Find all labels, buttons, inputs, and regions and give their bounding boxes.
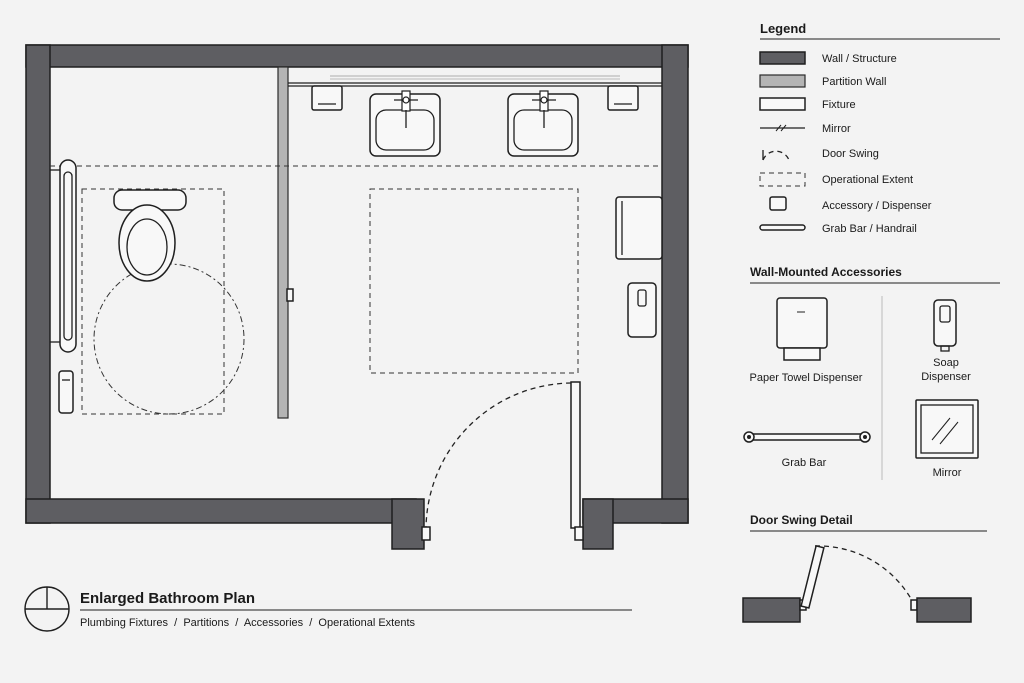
accessories-panel [744,265,1000,480]
grab-bar-side [50,160,76,352]
partition-latch [287,289,293,301]
mirror-label: Mirror [932,467,962,479]
detail-wall-left [743,598,800,622]
detail-stop [911,600,917,610]
door-swing-detail [743,513,987,622]
title-block [25,587,632,631]
paper-towel-dispenser [616,197,662,259]
soap-label-line2: Dispenser [921,371,971,383]
legend-swatch-grab-bar [760,225,805,230]
legend-label-grab-bar: Grab Bar / Handrail [822,223,917,235]
legend-label-fixture: Fixture [822,99,856,111]
wheelchair-turning-circle [94,264,244,414]
legend-swatch-wall [760,52,805,64]
grab-bar-icon [744,432,870,442]
legend-label-partition: Partition Wall [822,76,887,88]
soap-dispenser [628,283,656,337]
legend-swatch-mirror [760,125,805,131]
legend-swatch-door-swing [763,150,789,160]
legend-swatch-partition [760,75,805,87]
legend-label-mirror: Mirror [822,123,851,135]
dispenser-right [608,86,638,110]
entry-door-leaf [571,382,580,528]
legend-swatch-operational-extent [760,173,805,186]
door-detail-heading: Door Swing Detail [750,513,853,527]
wall-top [26,45,688,67]
grab-bar-label: Grab Bar [781,457,827,469]
legend-label-operational-extent: Operational Extent [822,174,914,186]
soap-label-line1: Soap [933,357,959,369]
door-jamb-right [583,499,613,549]
door-jamb-left [392,499,424,549]
floor-plan [26,45,688,549]
dispenser-left [312,86,342,110]
door-stop-right [575,527,583,540]
wall-bottom-left [26,499,416,523]
legend-label-door-swing: Door Swing [822,148,879,160]
lavatory-2 [508,91,578,156]
detail-wall-right [917,598,971,622]
mirror-icon [916,400,978,458]
water-closet [114,190,186,281]
legend-swatch-accessory [770,197,786,210]
toilet-paper-dispenser [59,371,73,413]
detail-door-leaf [801,546,824,608]
plan-subtitle: Plumbing Fixtures / Partitions / Accessories / Operational Extents [80,617,416,629]
paper-towel-dispenser-icon [777,298,827,360]
wall-left [26,45,50,523]
turning-space-extent [370,189,578,373]
accessories-heading: Wall-Mounted Accessories [750,265,902,279]
stall-partition [278,67,288,418]
soap-dispenser-icon [934,300,956,351]
legend-swatch-fixture [760,98,805,110]
lavatory-1 [370,91,440,156]
wall-right [662,45,688,523]
entry-door-swing [426,383,571,528]
legend [760,21,1000,235]
plan-title: Enlarged Bathroom Plan [80,590,256,607]
legend-label-accessory: Accessory / Dispenser [822,200,932,212]
paper-towel-label: Paper Towel Dispenser [749,372,863,384]
legend-heading: Legend [760,21,807,36]
legend-label-wall: Wall / Structure [822,53,897,65]
door-stop-left [422,527,430,540]
detail-door-swing-arc [815,546,915,606]
